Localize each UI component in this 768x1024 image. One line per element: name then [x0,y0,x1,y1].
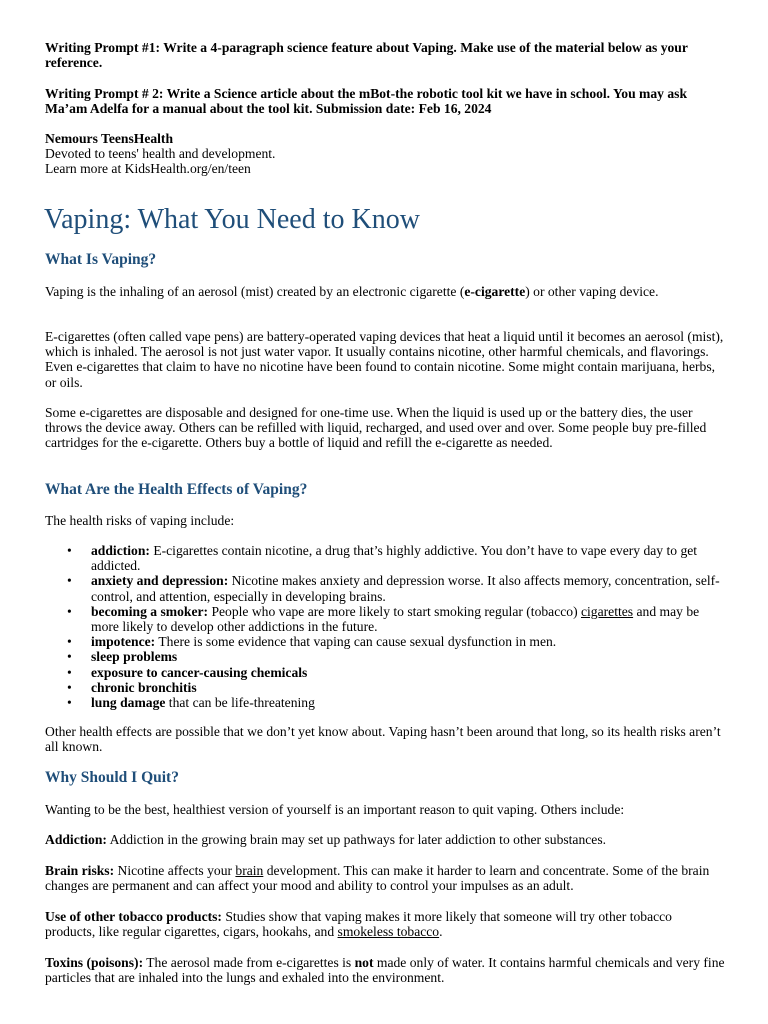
link-cigarettes[interactable]: cigarettes [581,603,634,619]
bullet-icon: • [67,649,72,665]
bullet-icon: • [67,695,72,711]
list-item [45,543,725,573]
heading-why-quit: Why Should I Quit? [45,769,179,786]
text-segment: made only of water. It contains harmful chemicals and very fine particles that are inhaled into the lungs and exhaled into the environment. [45,955,725,986]
risk-label: lung damage [91,695,166,711]
brain-risks-label: Brain risks: [45,863,115,878]
text-segment: Nicotine affects your [114,863,236,878]
source-learn-more: Learn more at KidsHealth.org/en/teen [45,161,251,177]
text-segment: Vaping is the inhaling of an aerosol (mist) created by an electronic cigarette ( [45,284,465,299]
risk-text: that can be life-threatening [165,695,315,711]
risk-label: sleep problems [91,649,178,665]
text-segment: . [439,924,443,940]
text-segment: The aerosol made from e-cigarettes is [143,955,355,970]
paragraph-addiction [45,832,725,847]
paragraph-quit-intro: Wanting to be the best, healthiest version of yourself is an important reason to quit vaping. Others include: [45,802,625,817]
heading-what-is-vaping: What Is Vaping? [45,251,157,268]
text-segment: Addiction in the growing brain may set up pathways for later addiction to other substances. [106,832,607,847]
term-e-cigarette: e-cigarette [464,284,526,299]
bullet-icon: • [67,543,72,558]
paragraph-brain-risks [45,863,725,893]
text-segment: development. This can make it harder to learn and concentrate. Some of the brain changes are permanent and can affect your mood and ability to control your impulses as an adult. [45,863,710,894]
health-risks-list [45,543,725,710]
list-item [45,680,725,695]
risk-label: chronic bronchitis [91,679,197,695]
link-smokeless-tobacco[interactable]: smokeless tobacco [337,924,440,940]
list-item [45,573,725,603]
text-segment: ) or other vaping device. [525,284,659,299]
article-title: Vaping: What You Need to Know [44,204,420,235]
risk-text: and may be more likely to develop other addictions in the future. [91,603,700,635]
paragraph-other-effects: Other health effects are possible that we don’t yet know about. Vaping hasn’t been around that long, so its health risks aren’t all known. [45,724,721,755]
risk-text: There is some evidence that vaping can cause sexual dysfunction in men. [155,634,557,650]
list-item [45,695,725,710]
addiction-label: Addiction: [45,832,107,847]
risk-label: exposure to cancer-causing chemicals [91,664,308,680]
paragraph-disposable: Some e-cigarettes are disposable and designed for one-time use. When the liquid is used up or the battery dies, the user throws the device away. Others can be refilled with liquid, recharged, and used over and over. Some people buy pre-filled cartridges for the e-cigarette. Others buy a bottle of liquid and refill the e-cigarette as needed. [45,405,707,451]
bullet-icon: • [67,679,72,695]
list-item [45,634,725,649]
paragraph-e-cigarettes: E-cigarettes (often called vape pens) are battery-operated vaping devices that heat a liquid until it becomes an aerosol (mist), which is inhaled. The aerosol is not just water vapor. It usually contains nicotine, other harmful chemicals, and flavorings. Even e-cigarettes that claim to have no nicotine have been found to contain nicotine. Some might contain marijuana, herbs, or oils. [45,329,724,390]
tobacco-label: Use of other tobacco products: [45,909,222,924]
toxins-label: Toxins (poisons): [45,955,144,970]
emphasis-not: not [354,955,374,970]
bullet-icon: • [67,664,72,680]
risk-label: impotence: [91,634,156,650]
list-item [45,665,725,680]
list-item [45,649,725,664]
health-risks-intro: The health risks of vaping include: [45,513,235,528]
heading-health-effects: What Are the Health Effects of Vaping? [45,481,308,498]
risk-label: addiction: [91,543,150,558]
bullet-icon: • [67,573,72,589]
writing-prompt-1: Writing Prompt #1: Write a 4-paragraph science feature about Vaping. Make use of the material below as your reference. [45,40,688,71]
source-tagline: Devoted to teens' health and development. [45,146,276,162]
list-item [45,604,725,634]
paragraph-other-tobacco [45,909,725,939]
bullet-icon: • [67,603,72,619]
bullet-icon: • [67,634,72,650]
risk-label: anxiety and depression: [91,573,229,589]
risk-label: becoming a smoker: [91,603,209,619]
risk-text: People who vape are more likely to start smoking regular (tobacco) [208,603,581,619]
risk-text: E-cigarettes contain nicotine, a drug that’s highly addictive. You don’t have to vape every day to get addicted. [91,543,698,574]
paragraph-toxins [45,955,725,985]
link-brain[interactable]: brain [235,863,264,878]
source-name: Nemours TeensHealth [45,131,174,146]
risk-text: Nicotine makes anxiety and depression worse. It also affects memory, concentration, self-control, and attention, especially in developing brains. [91,573,720,604]
paragraph-vaping-definition [45,284,725,299]
source-info [45,131,725,177]
text-segment: Studies show that vaping makes it more likely that someone will try other tobacco products, like regular cigarettes, cigars, hookahs, and [45,909,672,940]
writing-prompt-2: Writing Prompt # 2: Write a Science article about the mBot-the robotic tool kit we have in school. You may ask Ma’am Adelfa for a manual about the tool kit. Submission date: Feb 16, 2024 [45,86,688,117]
